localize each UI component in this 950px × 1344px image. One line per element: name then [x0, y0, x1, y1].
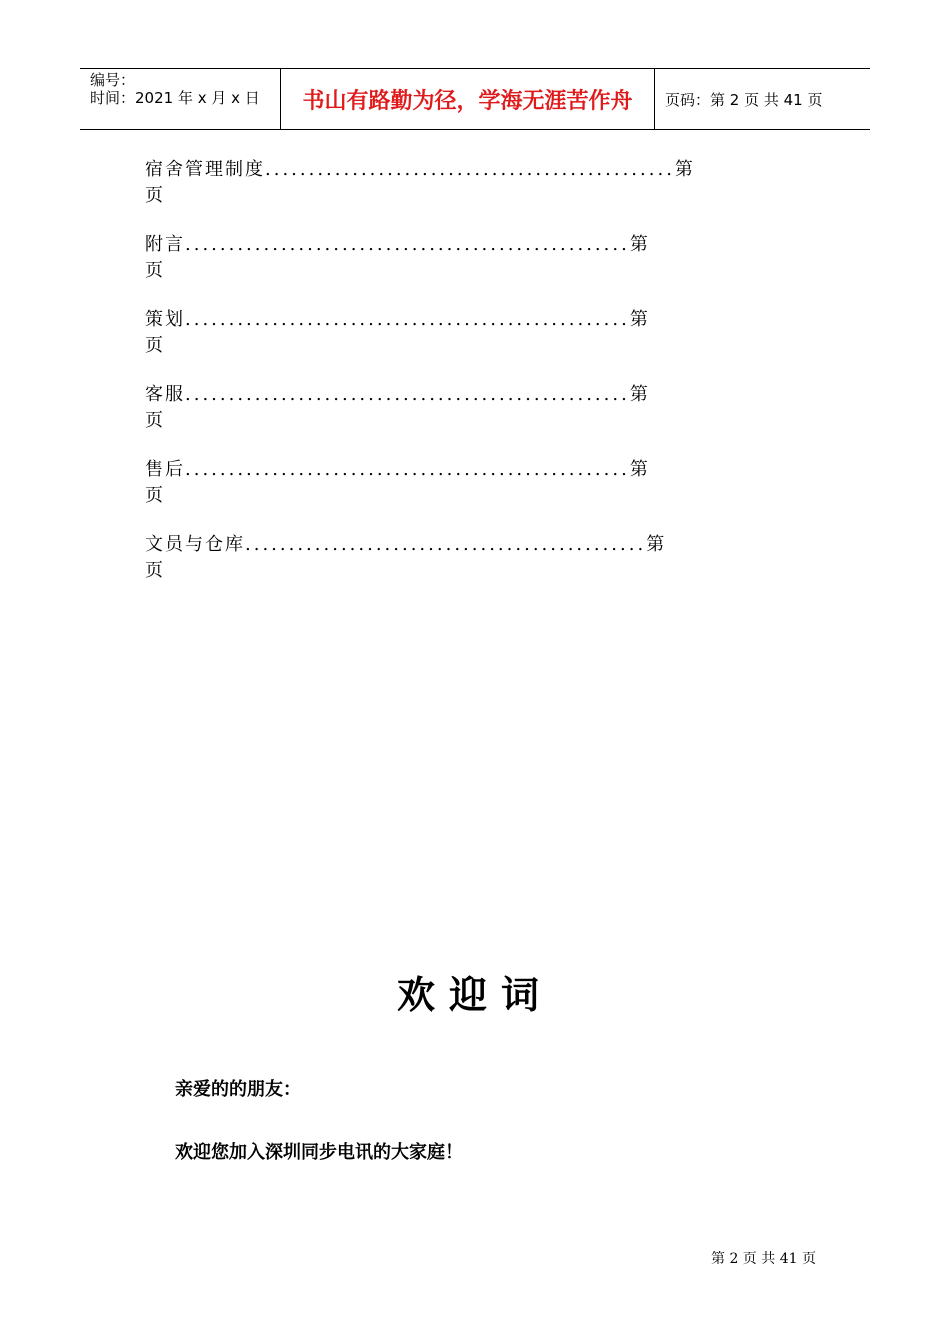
- toc-item-page: 页: [145, 560, 163, 581]
- toc-item-suffix: 第: [674, 159, 695, 180]
- header-motto: 书山有路勤为径，学海无涯苦作舟: [281, 69, 655, 129]
- toc-item-title: 宿舍管理制度: [145, 159, 265, 180]
- toc-item: [145, 450, 805, 525]
- toc-item: [145, 300, 805, 375]
- number-label: 编号：: [90, 71, 136, 89]
- toc-item-suffix: 第: [646, 534, 667, 555]
- toc-item-suffix: 第: [629, 459, 650, 480]
- toc-item: [145, 225, 805, 300]
- toc-item-dots: ...............................................: [265, 159, 675, 180]
- toc-item-page: 页: [145, 260, 163, 281]
- greeting-text: 亲爱的的朋友：: [175, 1079, 301, 1100]
- toc-item-title: 文员与仓库: [145, 534, 245, 555]
- toc-item-suffix: 第: [629, 384, 650, 405]
- toc-item-dots: ...................................................: [185, 384, 630, 405]
- header-meta: [80, 69, 281, 129]
- time-label: 时间：2021 年 x 月 x 日: [90, 89, 260, 107]
- toc-item-title: 客服: [145, 384, 185, 405]
- welcome-line: 欢迎您加入深圳同步电讯的大家庭！: [175, 1142, 463, 1163]
- toc-item: [145, 525, 805, 600]
- toc-item-page: 页: [145, 185, 163, 206]
- welcome-title: 欢迎词: [396, 973, 553, 1017]
- table-of-contents: [145, 150, 805, 600]
- toc-item-title: 策划: [145, 309, 185, 330]
- toc-item-title: 附言: [145, 234, 185, 255]
- toc-item-page: 页: [145, 410, 163, 431]
- page-footer: 第 2 页 共 41 页: [711, 1251, 816, 1267]
- toc-item: [145, 375, 805, 450]
- toc-item-dots: ...................................................: [185, 459, 630, 480]
- toc-item-page: 页: [145, 335, 163, 356]
- toc-item-dots: ...................................................: [185, 234, 630, 255]
- toc-item-dots: ..............................................: [245, 534, 647, 555]
- header-page-info: 页码：第 2 页 共 41 页: [665, 90, 823, 109]
- toc-item-suffix: 第: [629, 234, 650, 255]
- document-header: [80, 68, 870, 130]
- toc-item-dots: ...................................................: [185, 309, 630, 330]
- toc-item: [145, 150, 805, 225]
- toc-item-title: 售后: [145, 459, 185, 480]
- toc-item-suffix: 第: [629, 309, 650, 330]
- toc-item-page: 页: [145, 485, 163, 506]
